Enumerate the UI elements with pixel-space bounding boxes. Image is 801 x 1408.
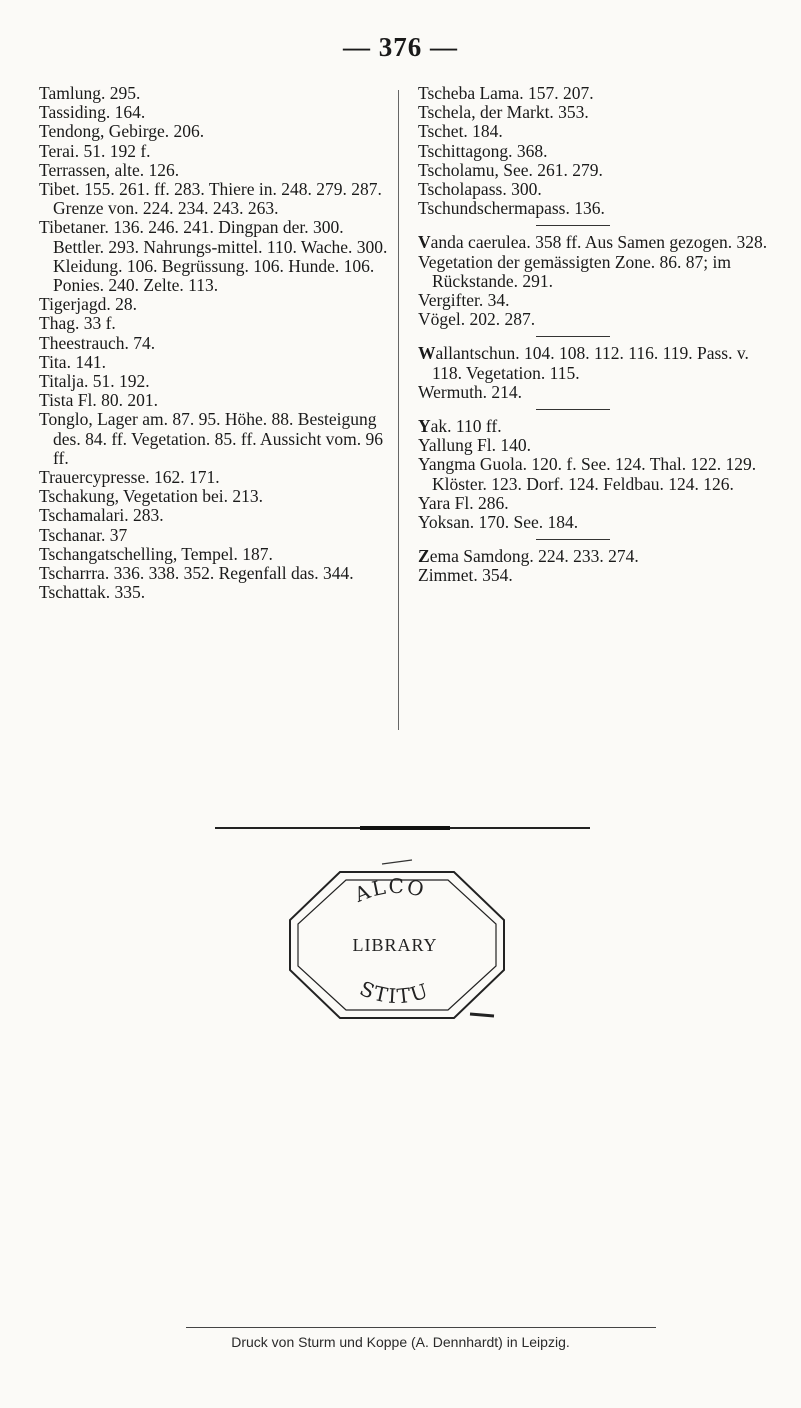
index-entry: Trauercypresse. 162. 171.: [39, 467, 220, 488]
index-entry: Tschela, der Markt. 353.: [418, 102, 589, 123]
index-entry: Tibetaner. 136. 246. 241. Dingpan der. 300. Bettler. 293. Nahrungs-mittel. 110. Wache. 300. Kleidung. 106. Begrüssung. 106. Hunde. 106. Ponies. 240. Zelte. 113.: [39, 217, 388, 296]
index-entry: Tita. 141.: [39, 351, 106, 372]
index-entry: Tschangatschelling, Tempel. 187.: [39, 543, 273, 564]
index-entry: Tendong, Gebirge. 206.: [39, 121, 205, 142]
index-entry: Tista Fl. 80. 201.: [39, 390, 158, 411]
index-column-left: [39, 84, 394, 602]
index-entry: Tschattak. 335.: [39, 582, 146, 603]
svg-text:ALCO: ALCO: [351, 873, 429, 907]
index-entry: Tschet. 184.: [418, 121, 503, 142]
index-entry: Yara Fl. 286.: [418, 492, 509, 513]
index-entry: [418, 547, 768, 566]
index-entry: Vergifter. 34.: [418, 290, 510, 311]
index-entry: [418, 344, 768, 382]
svg-text:STITU: STITU: [356, 976, 433, 1009]
index-entry: [418, 417, 768, 436]
printer-imprint: Druck von Sturm und Koppe (A. Dennhardt) in Leipzig.: [231, 1334, 570, 1350]
index-entry: Tscheba Lama. 157. 207.: [418, 83, 594, 103]
section-divider: [536, 409, 610, 410]
index-entry: Tscharrra. 336. 338. 352. Regenfall das. 344.: [39, 563, 354, 584]
index-entry: Terrassen, alte. 126.: [39, 159, 180, 180]
index-entry: Vögel. 202. 287.: [418, 309, 536, 330]
entry-text: ema Samdong. 224. 233. 274.: [429, 546, 639, 567]
index-entry: Zimmet. 354.: [418, 565, 513, 586]
index-entry: Tonglo, Lager am. 87. 95. Höhe. 88. Besteigung des. 84. ff. Vegetation. 85. ff. Aussicht vom. 96 ff.: [39, 409, 384, 468]
index-entry: Tibet. 155. 261. ff. 283. Thiere in. 248. 279. 287. Grenze von. 224. 234. 243. 263.: [39, 179, 382, 219]
section-initial: V: [418, 232, 431, 253]
column-divider: [398, 90, 399, 730]
page-number: — 376 —: [343, 32, 458, 62]
index-entry: Tschakung, Vegetation bei. 213.: [39, 486, 263, 507]
entry-text: anda caerulea. 358 ff. Aus Samen gezogen. 328.: [430, 232, 768, 253]
footer-rule: [186, 1327, 656, 1328]
index-entry: Tassiding. 164.: [39, 102, 146, 123]
index-entry: Tscholamu, See. 261. 279.: [418, 159, 603, 180]
index-entry: Tschittagong. 368.: [418, 140, 548, 161]
index-entry: Tamlung. 295.: [39, 83, 141, 103]
section-divider: [536, 539, 610, 540]
section-initial: W: [418, 343, 436, 364]
index-entry: Yoksan. 170. See. 184.: [418, 512, 579, 533]
index-entry: Thag. 33 f.: [39, 313, 116, 334]
section-divider: [536, 225, 610, 226]
stamp-label: LIBRARY: [352, 935, 438, 955]
index-entry: Vegetation der gemässigten Zone. 86. 87; im Rückstande. 291.: [418, 251, 731, 291]
index-entry: Titalja. 51. 192.: [39, 371, 150, 392]
entry-text: ak. 110 ff.: [430, 416, 502, 437]
index-entry: Terai. 51. 192 f.: [39, 140, 151, 161]
index-entry: Tschundschermapass. 136.: [418, 198, 605, 219]
section-initial: Z: [418, 546, 430, 567]
index-entry: Tschanar. 37: [39, 524, 128, 545]
index-entry: Tschamalari. 283.: [39, 505, 164, 526]
index-entry: Tigerjagd. 28.: [39, 294, 138, 315]
index-entry: Tscholapass. 300.: [418, 179, 542, 200]
section-divider: [536, 336, 610, 337]
entry-text: allantschun. 104. 108. 112. 116. 119. Pass. v. 118. Vegetation. 115.: [432, 343, 749, 383]
end-rule-ornament: [360, 826, 450, 830]
index-entry: Wermuth. 214.: [418, 381, 523, 402]
index-entry: Yangma Guola. 120. f. See. 124. Thal. 122. 129. Klöster. 123. Dorf. 124. Feldbau. 124. 126.: [418, 454, 757, 494]
index-entry: [418, 233, 768, 252]
index-entry: Yallung Fl. 140.: [418, 435, 531, 456]
section-initial: Y: [418, 416, 431, 437]
index-entry: Theestrauch. 74.: [39, 332, 156, 353]
index-column-right: [418, 84, 768, 586]
library-stamp: [262, 858, 532, 1038]
